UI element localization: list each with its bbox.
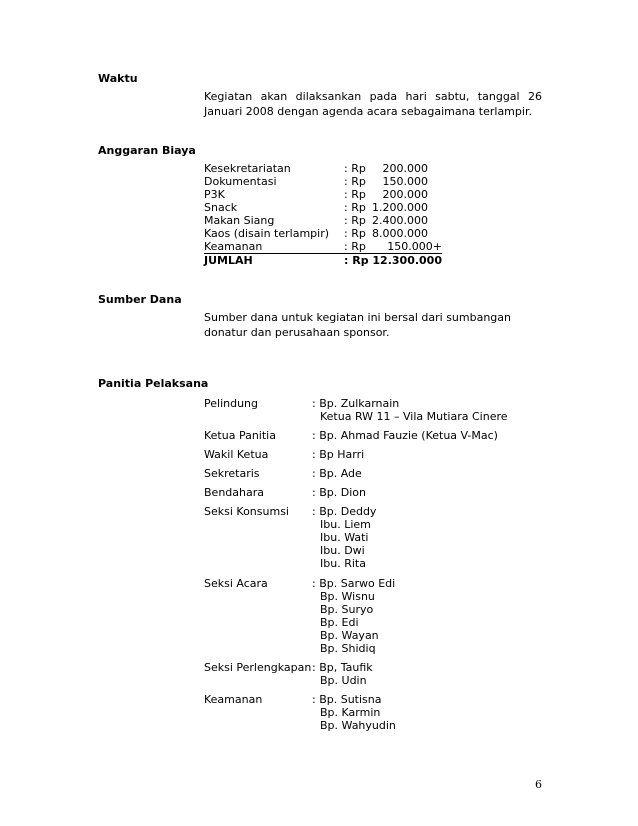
waktu-line-1: Kegiatan akan dilaksankan pada hari sabtu, tanggal 26 <box>204 90 542 103</box>
committee-role: Ketua Panitia <box>204 429 276 442</box>
committee-role: Pelindung <box>204 397 259 410</box>
committee-role: Seksi Perlengkapan <box>204 661 312 674</box>
budget-total-label: JUMLAH <box>204 254 253 267</box>
budget-item-currency: : Rp <box>344 227 366 240</box>
sumber-line-2: donatur dan perusahaan sponsor. <box>204 326 390 339</box>
committee-member: : Bp. Ade <box>312 467 362 480</box>
committee-member-extra: Ibu. Liem <box>320 518 371 531</box>
waktu-line-2: Januari 2008 dengan agenda acara sebagaimana terlampir. <box>204 105 532 118</box>
committee-role: Seksi Acara <box>204 577 268 590</box>
committee-member-extra: Bp. Udin <box>320 674 367 687</box>
committee-member-extra: Bp. Suryo <box>320 603 374 616</box>
budget-item-label: Kesekretariatan <box>204 162 291 175</box>
committee-role: Keamanan <box>204 693 263 706</box>
page-number: 6 <box>535 778 542 791</box>
budget-item-currency: : Rp <box>344 162 366 175</box>
committee-member: : Bp Harri <box>312 448 365 461</box>
committee-role: Sekretaris <box>204 467 260 480</box>
committee-member: : Bp. Ahmad Fauzie (Ketua V-Mac) <box>312 429 498 442</box>
budget-item-label: Kaos (disain terlampir) <box>204 227 330 240</box>
budget-item-currency: : Rp <box>344 214 366 227</box>
budget-item-label: P3K <box>204 188 225 201</box>
committee-member: : Bp. Dion <box>312 486 366 499</box>
committee-member-extra: Ibu. Rita <box>320 557 366 570</box>
budget-item-label: Makan Siang <box>204 214 275 227</box>
committee-member-extra: Ibu. Dwi <box>320 544 365 557</box>
committee-member-extra: Bp. Wahyudin <box>320 719 396 732</box>
committee-member-extra: Bp. Wisnu <box>320 590 375 603</box>
budget-item-amount: 200.000 <box>382 162 428 175</box>
budget-item-label: Snack <box>204 201 238 214</box>
budget-item-amount: 1.200.000 <box>372 201 428 214</box>
section-heading-panitia: Panitia Pelaksana <box>98 377 209 390</box>
committee-member-extra: Bp. Wayan <box>320 629 379 642</box>
committee-member: : Bp. Zulkarnain <box>312 397 400 410</box>
committee-member-extra: Bp. Edi <box>320 616 359 629</box>
committee-member-extra: Bp. Shidiq <box>320 642 376 655</box>
committee-role: Wakil Ketua <box>204 448 269 461</box>
committee-member-extra: Ibu. Wati <box>320 531 369 544</box>
section-heading-anggaran: Anggaran Biaya <box>98 144 196 157</box>
budget-item-amount: 150.000 <box>382 175 428 188</box>
budget-item-amount: 200.000 <box>382 188 428 201</box>
section-heading-sumber-dana: Sumber Dana <box>98 293 182 306</box>
committee-member: : Bp. Sutisna <box>312 693 382 706</box>
committee-role: Bendahara <box>204 486 264 499</box>
committee-role: Seksi Konsumsi <box>204 505 289 518</box>
budget-item-amount: 8.000.000 <box>372 227 428 240</box>
budget-item-amount: 150.000+ <box>387 240 442 253</box>
committee-member: : Bp, Taufik <box>312 661 373 674</box>
committee-member-extra: Ketua RW 11 – Vila Mutiara Cinere <box>320 410 508 423</box>
budget-item-currency: : Rp <box>344 175 366 188</box>
budget-item-currency: : Rp <box>344 188 366 201</box>
budget-item-currency: : Rp <box>344 240 366 253</box>
section-heading-waktu: Waktu <box>98 72 138 85</box>
sumber-line-1: Sumber dana untuk kegiatan ini bersal dari sumbangan <box>204 311 511 324</box>
budget-item-label: Dokumentasi <box>204 175 277 188</box>
budget-item-amount: 2.400.000 <box>372 214 428 227</box>
committee-member: : Bp. Deddy <box>312 505 377 518</box>
committee-member-extra: Bp. Karmin <box>320 706 381 719</box>
budget-item-label: Keamanan <box>204 240 263 253</box>
budget-item-currency: : Rp <box>344 201 366 214</box>
budget-total-value: : Rp 12.300.000 <box>344 254 442 267</box>
committee-member: : Bp. Sarwo Edi <box>312 577 396 590</box>
